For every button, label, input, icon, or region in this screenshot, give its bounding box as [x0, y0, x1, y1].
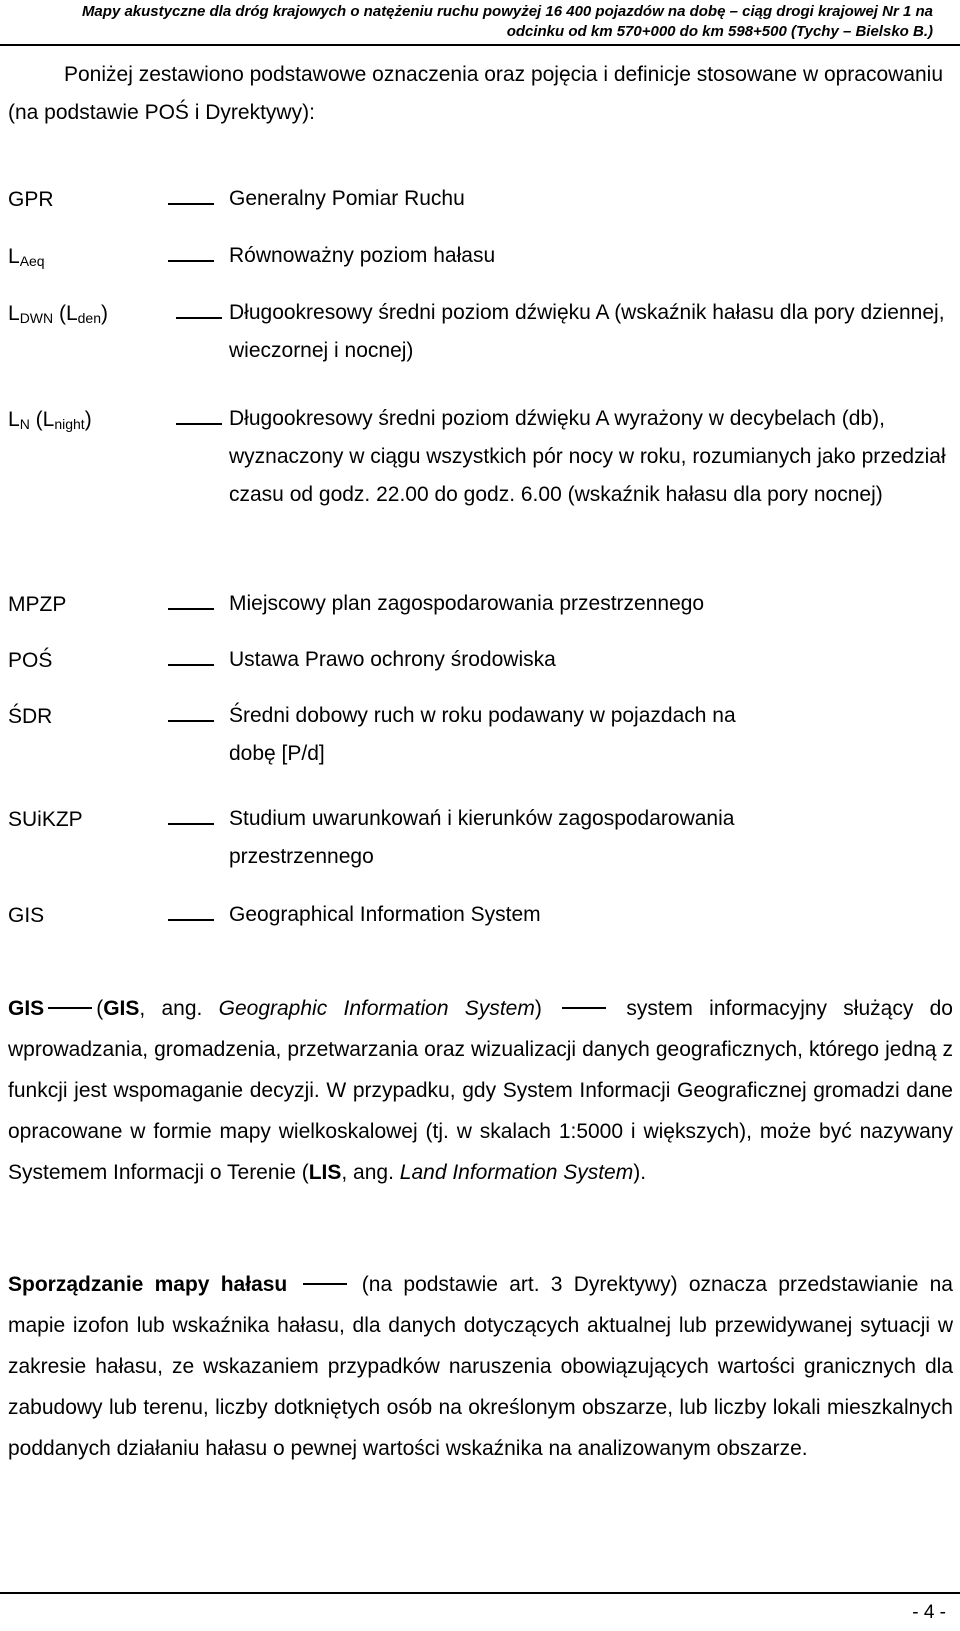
abbreviation-dash [168, 664, 214, 666]
inline-dash [303, 1283, 347, 1285]
header-line-1: Mapy akustyczne dla dróg krajowych o natężeniu ruchu powyżej 16 400 pojazdów na dobę – ciąg drogi krajowej Nr 1 na [81, 3, 933, 20]
abbreviation-term: $L_N$ $(L_{night})$ [8, 408, 92, 432]
abbreviation-definition: Równoważny poziom hałasu [229, 244, 496, 267]
abbreviation-term: GIS [8, 904, 45, 927]
abbreviation-term: $L_{Aeq}$ [8, 245, 45, 269]
abbreviation-dash [176, 317, 222, 319]
abbreviation-dash [176, 423, 222, 425]
abbreviation-definition: Geographical Information System [229, 903, 541, 926]
abbreviation-definition: Długookresowy średni poziom dźwięku A (wskaźnik hałasu dla pory dziennej, wieczornej i nocnej) [229, 301, 945, 362]
abbreviation-definition: Długookresowy średni poziom dźwięku A wyrażony w decybelach (db), wyznaczony w ciągu wszystkich pór nocy w roku, rozumianych jako przedział czasu od godz. 22.00 do godz. 6.00 (wskaźnik hałasu dla pory nocnej) [229, 407, 946, 506]
document-header [0, 0, 960, 42]
inline-dash [48, 1007, 92, 1009]
footer-rule [0, 1592, 960, 1594]
page-number: - 4 - [912, 1602, 946, 1623]
abbreviation-dash [168, 919, 214, 921]
abbreviation-definition: Miejscowy plan zagospodarowania przestrzennego [229, 592, 705, 615]
abbreviation-term: MPZP [8, 593, 67, 616]
header-line-2: odcinku od km 570+000 do km 598+500 (Tychy – Bielsko B.) [506, 23, 933, 40]
abbreviation-term: SUiKZP [8, 808, 83, 831]
abbreviation-dash [168, 260, 214, 262]
abbreviation-dash [168, 823, 214, 825]
abbreviation-definition: Ustawa Prawo ochrony środowiska [229, 648, 556, 671]
abbreviation-term: GPR [8, 188, 54, 211]
abbreviation-dash [168, 720, 214, 722]
abbreviation-term: ŚDR [8, 705, 53, 728]
abbreviation-definition: Średni dobowy ruch w roku podawany w pojazdach na dobę [P/d] [229, 704, 736, 765]
noise-map-definition-paragraph: Sporządzanie mapy hałasu (na podstawie art. 3 Dyrektywy) oznacza przedstawianie na mapie izofon lub wskaźnika hałasu, dla danych dotyczących aktualnej lub przewidywanej sytuacji w zakresie hałasu, ze wskazaniem przypadków naruszenia obowiązujących wartości granicznych dla zabudowy lub terenu, liczby dotkniętych osób na określonym obszarze, lub liczby lokali mieszkalnych poddanych działaniu hałasu o pewnej wartości wskaźnika na analizowanym obszarze. [8, 1273, 953, 1460]
gis-definition-paragraph: GIS (GIS, ang. Geographic Information System) system informacyjny służący do wprowadzania, gromadzenia, przetwarzania oraz wizualizacji danych geograficznych, którego jedną z funkcji jest wspomaganie decyzji. W przypadku, gdy System Informacji Geograficznej gromadzi dane opracowane w formie mapy wielkoskalowej (tj. w skalach 1:5000 i większych), może być nazywany Systemem Informacji o Terenie (LIS, ang. Land Information System). [8, 997, 953, 1184]
header-rule [0, 44, 960, 46]
inline-dash [562, 1007, 606, 1009]
abbreviation-definition: Studium uwarunkowań i kierunków zagospodarowania przestrzennego [229, 807, 735, 868]
abbreviation-term: POŚ [8, 649, 53, 672]
intro-paragraph: Poniżej zestawiono podstawowe oznaczenia oraz pojęcia i definicje stosowane w opracowaniu (na podstawie POŚ i Dyrektywy): [8, 63, 944, 124]
abbreviation-definition: Generalny Pomiar Ruchu [229, 187, 465, 210]
abbreviation-dash [168, 608, 214, 610]
abbreviation-term: $L_{DWN}$ $(L_{den})$ [8, 302, 108, 326]
noise-map-term: Sporządzanie mapy hałasu [8, 1273, 288, 1296]
gis-term: GIS [8, 997, 45, 1020]
abbreviation-dash [168, 203, 214, 205]
